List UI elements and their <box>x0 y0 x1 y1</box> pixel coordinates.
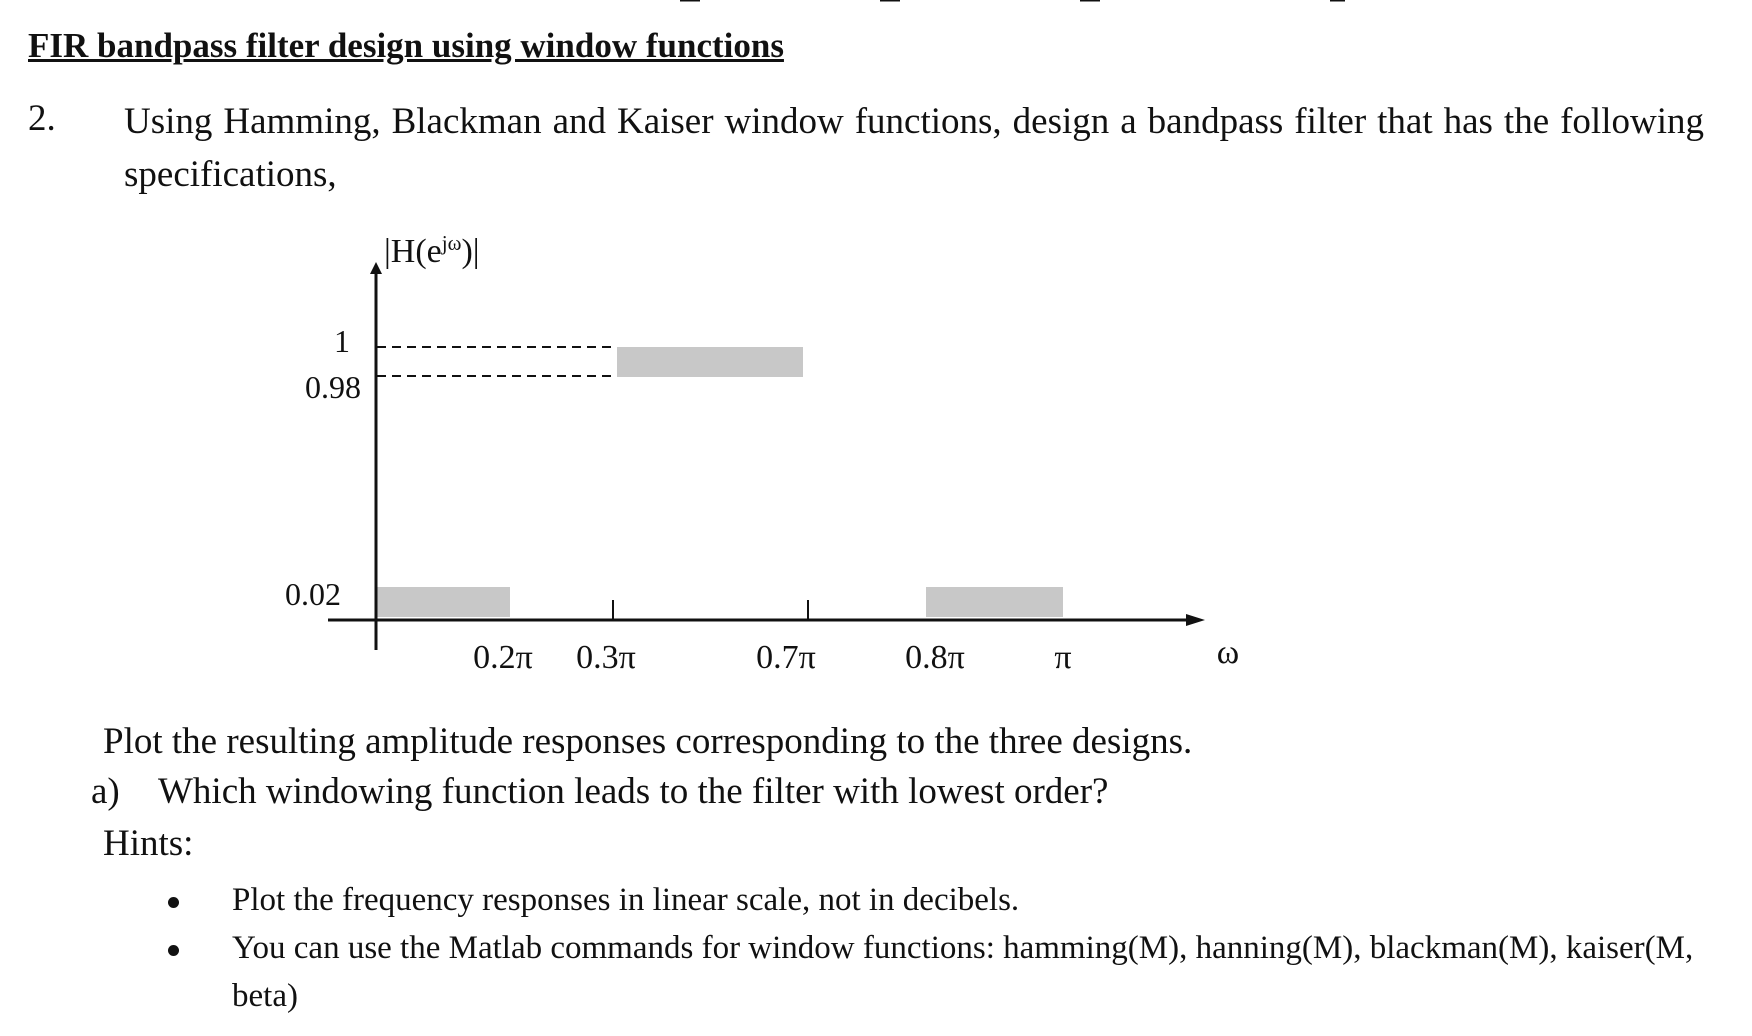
hint-item <box>168 924 1708 1020</box>
part-a-label: a) <box>91 771 120 812</box>
part-a-text: Which windowing function leads to the filter with lowest order? <box>158 771 1109 812</box>
hint-item <box>168 876 1708 924</box>
bullet-icon <box>168 897 179 908</box>
y-axis-arrow <box>370 262 382 274</box>
y-tick-1: 1 <box>334 323 350 359</box>
question-text: Using Hamming, Blackman and Kaiser window functions, design a bandpass filter that has the following specifications, <box>124 101 1704 195</box>
band-lower-stopband <box>376 587 510 617</box>
page-heading: FIR bandpass filter design using window functions <box>28 26 784 65</box>
hint-text: Plot the frequency responses in linear scale, not in decibels. <box>232 882 1020 918</box>
question-number: 2. <box>28 98 56 139</box>
hint-list <box>168 876 1708 1020</box>
x-tick-02pi: 0.2π <box>473 639 533 676</box>
hint-text: You can use the Matlab commands for window functions: hamming(M), hanning(M), blackman(M), kaiser(M, beta) <box>232 930 1694 1014</box>
hints-label: Hints: <box>103 823 194 864</box>
x-tick-07pi: 0.7π <box>756 639 816 676</box>
y-axis-label <box>384 231 480 270</box>
y-axis-label-sup: jω <box>441 231 462 255</box>
x-tick-08pi: 0.8π <box>905 639 965 676</box>
y-tick-002: 0.02 <box>285 576 341 612</box>
band-passband <box>617 347 803 377</box>
x-tick-pi: π <box>1054 639 1072 676</box>
y-tick-098: 0.98 <box>305 369 361 405</box>
plot-instruction: Plot the resulting amplitude responses corresponding to the three designs. <box>103 721 1193 762</box>
y-axis-label-main: |H(e <box>384 233 442 270</box>
bullet-icon <box>168 945 179 956</box>
x-axis-arrow <box>1186 614 1205 626</box>
band-upper-stopband <box>926 587 1063 617</box>
x-tick-03pi: 0.3π <box>576 639 636 676</box>
x-axis-label: ω <box>1216 634 1240 671</box>
y-axis-label-end: )| <box>461 233 480 270</box>
